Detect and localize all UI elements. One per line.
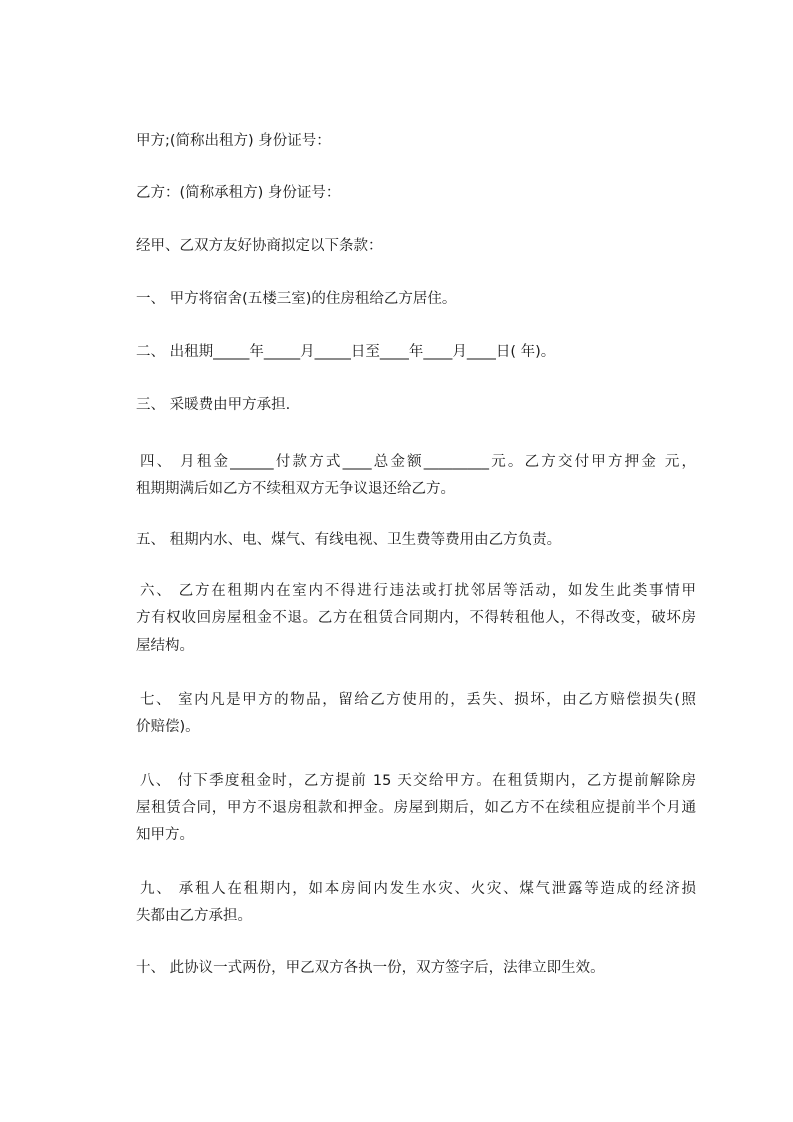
clause-8-line-3: 知甲方。: [136, 827, 194, 843]
clause-7-cont: [136, 714, 701, 741]
clause-5-line-1: 五、 租期内水、电、煤气、有线电视、卫生费等费用由乙方负责。: [136, 532, 562, 548]
party-b-text: 乙方：(简称承租方) 身份证号：: [136, 185, 341, 201]
clause-4-line-1: 四、 月租金______付款方式____总金额_________元。乙方交付甲方押金 元，: [140, 454, 696, 470]
clause-1: [136, 286, 701, 313]
clause-8-cont-2: [136, 822, 701, 849]
clause-8: [140, 768, 696, 795]
clause-9-cont: [136, 903, 701, 930]
clause-7-line-1: 七、 室内凡是甲方的物品，留给乙方使用的，丢失、损坏，由乙方赔偿损失(照: [140, 692, 696, 708]
clause-6-line-3: 屋结构。: [136, 638, 194, 654]
clause-5: [136, 527, 701, 554]
clause-7-line-2: 价赔偿)。: [136, 719, 200, 735]
party-b-line: [136, 180, 701, 207]
clause-6-cont: [136, 605, 696, 632]
clause-8-line-1: 八、 付下季度租金时，乙方提前 15 天交给甲方。在租赁期内，乙方提前解除房: [140, 773, 696, 789]
clause-4-line-2: 租期期满后如乙方不续租双方无争议退还给乙方。: [136, 481, 455, 497]
clause-9-line-1: 九、 承租人在租期内，如本房间内发生水灾、火灾、煤气泄露等造成的经济损: [140, 881, 696, 897]
clause-8-line-2: 屋租赁合同，甲方不退房租款和押金。房屋到期后，如乙方不在续租应提前半个月通: [136, 800, 696, 816]
clause-8-cont: [136, 795, 696, 822]
party-a-line: [136, 128, 701, 155]
clause-6-line-2: 方有权收回房屋租金不退。乙方在租赁合同期内，不得转租他人，不得改变，破坏房: [136, 610, 696, 626]
clause-6: [140, 578, 696, 605]
clause-9-line-2: 失都由乙方承担。: [136, 908, 252, 924]
clause-2: [136, 339, 701, 366]
clause-6-line-1: 六、 乙方在租期内在室内不得进行违法或打扰邻居等活动，如发生此类事情甲: [140, 583, 696, 599]
intro-line: [136, 233, 701, 260]
clause-10-line-1: 十、 此协议一式两份，甲乙双方各执一份，双方签字后，法律立即生效。: [136, 960, 605, 976]
clause-6-cont-2: [136, 633, 701, 660]
clause-1-line-1: 一、 甲方将宿舍(五楼三室)的住房租给乙方居住。: [136, 291, 457, 307]
clause-10: [136, 955, 701, 982]
intro-text: 经甲、乙双方友好协商拟定以下条款：: [136, 238, 383, 254]
clause-9: [140, 876, 696, 903]
clause-7: [140, 687, 696, 714]
clause-2-line-1: 二、 出租期_____年_____月_____日至____年____月____日( 年)。: [136, 344, 556, 360]
clause-3: [136, 392, 701, 419]
party-a-text: 甲方;(简称出租方) 身份证号：: [136, 133, 331, 149]
clause-4-cont: [136, 476, 701, 503]
clause-4: [140, 449, 696, 476]
clause-3-line-1: 三、 采暖费由甲方承担.: [136, 397, 291, 413]
